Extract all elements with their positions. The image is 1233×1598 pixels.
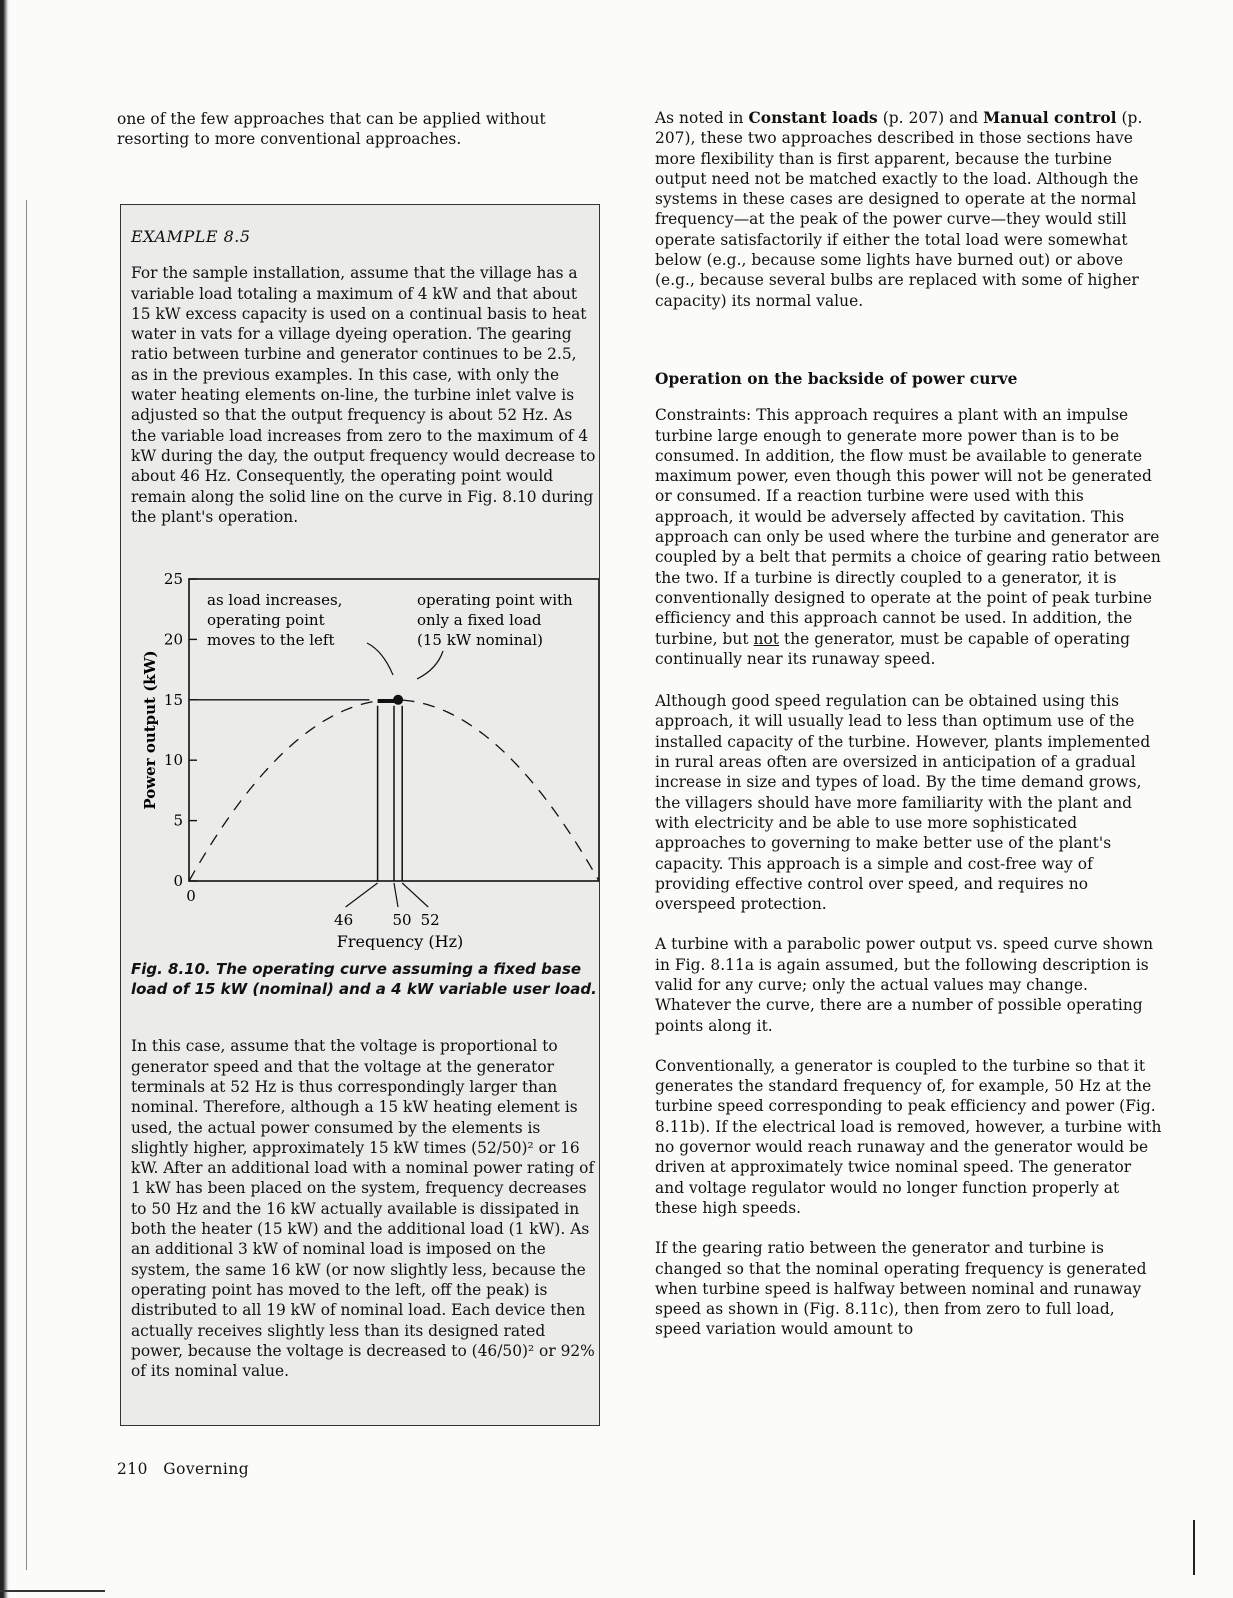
- p1-text-d: (p. 207), these two approaches described in those sections have more flexibility than is first apparent, because the turbine output need not be matched exactly to the load. Although the systems in these cases are designed to operate at the normal frequency—at the peak of the power curve—they would still operate satisfactorily if either the total load were somewhat below (e.g., because some lights have burned out) or above (e.g., because several bulbs are replaced with some of higher capacity) its normal value.: [655, 109, 1143, 310]
- y-tick-label: 0: [173, 872, 183, 890]
- chart-annotation: operating point: [207, 611, 325, 629]
- p2-text-a: Constraints: This approach requires a plant with an impulse turbine large enough to generate more power than is to be consumed. In addition, the flow must be available to generate maximum power, even though this power will not be generated or consumed. If a reaction turbine were used with this approach, it would be adversely affected by cavitation. This approach can only be used where the turbine and generator are coupled by a belt that permits a choice of gearing ratio between the two. If a turbine is directly coupled to a generator, it is conventionally designed to operate at the point of peak turbine efficiency and this approach cannot be used. In addition, the turbine, but: [655, 406, 1161, 648]
- right-paragraph-1: [655, 108, 1165, 311]
- right-paragraph-6: If the gearing ratio between the generator and turbine is changed so that the nominal operating frequency is generated when turbine speed is halfway between nominal and runaway speed as shown in (Fig. 8.11c), then from zero to full load, speed variation would amount to: [655, 1239, 1147, 1339]
- example-content: [131, 227, 597, 527]
- p1-text-a: As noted in: [655, 109, 749, 127]
- right-margin-rule: [1193, 1520, 1195, 1575]
- example-paragraph-1: For the sample installation, assume that the village has a variable load totaling a maximum of 4 kW and that about 15 kW excess capacity is used on a continual basis to heat water in vats for a village dyeing operation. The gearing ratio between turbine and generator continues to be 2.5, as in the previous examples. In this case, with only the water heating elements on-line, the turbine inlet valve is adjusted so that the output frequency is about 52 Hz. As the variable load increases from zero to the maximum of 4 kW during the day, the output frequency would decrease to about 46 Hz. Consequently, the operating point would remain along the solid line on the curve in Fig. 8.10 during the plant's operation.: [131, 264, 596, 526]
- right-paragraph-5: Conventionally, a generator is coupled to the turbine so that it generates the standard frequency of, for example, 50 Hz at the turbine speed corresponding to peak efficiency and power (Fig. 8.11b). If the electrical load is removed, however, a turbine with no governor would reach runaway and the generator would be driven at approximately twice nominal speed. The generator and voltage regulator would no longer function properly at these high speeds.: [655, 1056, 1162, 1217]
- p1-text-c: (p. 207) and: [877, 109, 984, 127]
- constraints-paragraph: [655, 405, 1165, 669]
- chart-annotation: as load increases,: [207, 591, 343, 609]
- figure-caption: Fig. 8.10. The operating curve assuming a fixed base load of 15 kW (nominal) and a 4 kW variable user load.: [131, 960, 597, 998]
- right-column: [655, 108, 1165, 1360]
- constant-loads-ref: Constant loads: [748, 109, 878, 127]
- page-footer: [117, 1460, 249, 1478]
- chart-annotation: moves to the left: [207, 631, 335, 649]
- page-scan-edge: [0, 0, 10, 1598]
- figure-8-10-chart: [121, 565, 599, 950]
- section-heading: Operation on the backside of power curve: [655, 369, 1018, 388]
- x-tick-label: 50: [392, 911, 412, 929]
- right-paragraph-4: A turbine with a parabolic power output vs. speed curve shown in Fig. 8.11a is again assumed, but the following description is valid for any curve; only the actual values may change. Whatever the curve, there are a number of possible operating points along it.: [655, 935, 1154, 1035]
- y-tick-label: 25: [163, 570, 183, 588]
- chart-annotation: operating point with: [417, 591, 573, 609]
- page-number: 210: [117, 1460, 148, 1478]
- p2-text-b: the generator, must be capable of operating continually near its runaway speed.: [655, 629, 1131, 668]
- right-paragraph-3: Although good speed regulation can be obtained using this approach, it will usually lead to less than optimum use of the installed capacity of the turbine. However, plants implemented in rural areas often are oversized in anticipation of a gradual increase in size and types of load. By the time demand grows, the villagers should have more familiarity with the plant and with electricity and be able to use more sophisticated approaches to governing to make better use of the plant's capacity. This approach is a simple and cost-free way of providing effective control over speed, and requires no overspeed protection.: [655, 692, 1151, 914]
- y-tick-label: 20: [163, 630, 183, 649]
- chart-annotation: only a fixed load: [417, 611, 542, 629]
- y-tick-label: 5: [173, 811, 183, 830]
- running-section-title: Governing: [163, 1460, 250, 1478]
- annotation-arrow-right: [417, 651, 443, 679]
- example-title: EXAMPLE 8.5: [131, 227, 251, 246]
- example-box: [120, 204, 600, 1426]
- y-tick-label: 15: [163, 690, 183, 709]
- x-tick-label: 52: [420, 911, 440, 929]
- x-leader-52: [402, 883, 428, 907]
- example-paragraph-2: In this case, assume that the voltage is proportional to generator speed and that the voltage at the generator terminals at 52 Hz is thus correspondingly larger than nominal. Therefore, although a 15 kW heating element is used, the actual power consumed by the elements is slightly higher, approximately 15 kW times (52/50)² or 16 kW. After an additional load with a nominal power rating of 1 kW has been placed on the system, frequency decreases to 50 Hz and the 16 kW actually available is dissipated in both the heater (15 kW) and the additional load (1 kW). As an additional 3 kW of nominal load is imposed on the system, the same 16 kW (or now slightly less, because the operating point has moved to the left, off the peak) is distributed to all 19 kW of nominal load. Each device then actually receives slightly less than its designed rated power, because the voltage is decreased to (46/50)² or 92% of its nominal value.: [131, 1037, 595, 1381]
- x-axis-label: Frequency (Hz): [336, 932, 464, 950]
- operating-point-dot: [393, 695, 403, 705]
- page-bottom-rule: [0, 1590, 105, 1592]
- x-tick-label: 46: [334, 911, 354, 929]
- not-underlined: not: [753, 629, 780, 648]
- x-leader-46: [346, 883, 378, 907]
- annotation-arrow-left: [367, 643, 393, 675]
- y-axis-label: Power output (kW): [141, 650, 159, 810]
- y-tick-label: 10: [163, 751, 183, 770]
- chart-annotation: (15 kW nominal): [417, 631, 543, 649]
- x-leader-50: [394, 883, 398, 907]
- left-intro-paragraph: [117, 109, 597, 170]
- binding-line: [26, 200, 27, 1570]
- intro-text: one of the few approaches that can be applied without resorting to more conventional approaches.: [117, 110, 546, 149]
- manual-control-ref: Manual control: [983, 109, 1117, 127]
- x-tick-label: 0: [186, 887, 196, 905]
